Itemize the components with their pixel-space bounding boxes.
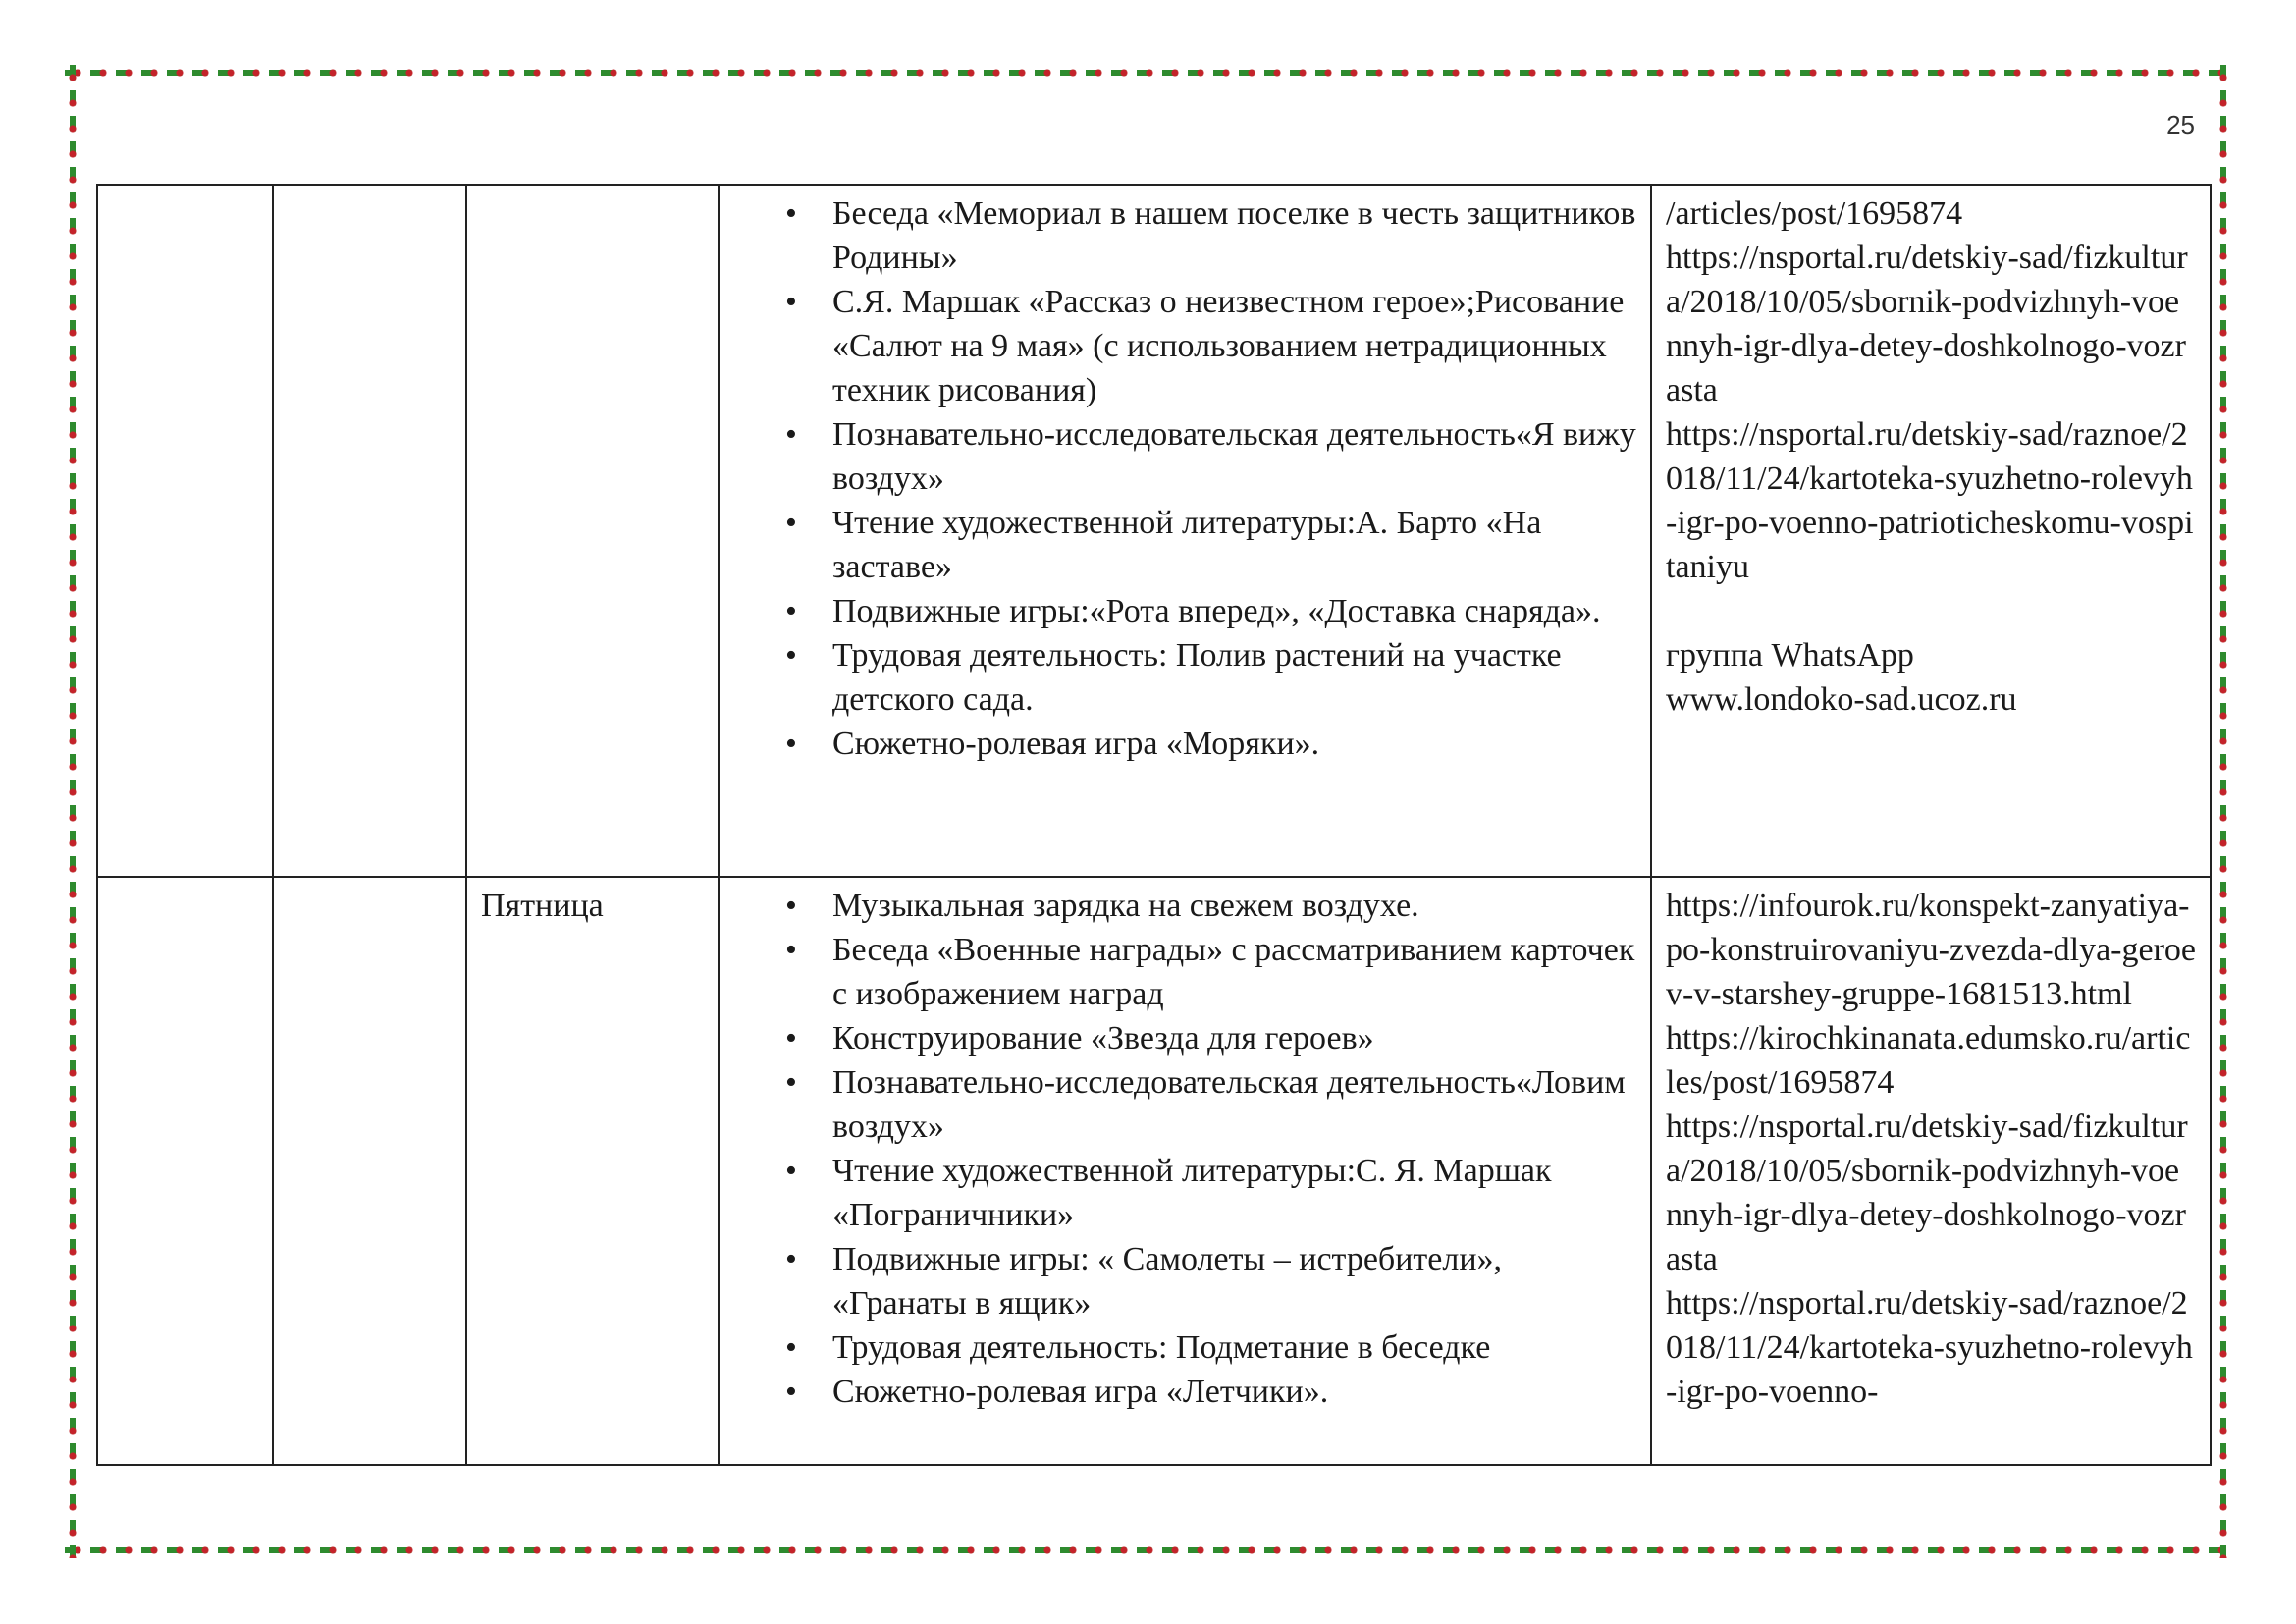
empty-cell: [97, 185, 273, 877]
list-item: • С.Я. Маршак «Рассказ о неизвестном герое»;Рисование «Салют на 9 мая» (с использованием нетрадиционных техник рисования): [832, 280, 1638, 412]
holly-border-left: [65, 65, 80, 1558]
list-item: • Трудовая деятельность: Подметание в беседке: [832, 1326, 1638, 1370]
day-cell: [466, 185, 719, 877]
resources-cell[interactable]: https://infourok.ru/konspekt-zanyatiya-po-konstruirovaniyu-zvezda-dlya-geroev-v-starshey-gruppe-1681513.html https://kirochkinanata.edumsko.ru/articles/post/1695874 https://nsportal.ru/detskiy-sad/fizkultura/2018/10/05/sbornik-podvizhnyh-voennyh-igr-dlya-detey-doshkolnogo-vozrasta https://nsportal.ru/detskiy-sad/raznoe/2018/11/24/kartoteka-syuzhetno-rolevyh-igr-po-voenno-: [1651, 877, 2211, 1465]
empty-cell: [273, 877, 466, 1465]
list-item: • Познавательно-исследовательская деятельность«Ловим воздух»: [832, 1060, 1638, 1149]
list-item: • Трудовая деятельность: Полив растений на участке детского сада.: [832, 633, 1638, 722]
empty-cell: [273, 185, 466, 877]
list-item: • Подвижные игры: « Самолеты – истребители», «Гранаты в ящик»: [832, 1237, 1638, 1326]
holly-border-top: [65, 65, 2231, 81]
list-item: • Беседа «Мемориал в нашем поселке в честь защитников Родины»: [832, 191, 1638, 280]
list-item: • Познавательно-исследовательская деятельность«Я вижу воздух»: [832, 412, 1638, 501]
empty-cell: [97, 877, 273, 1465]
list-item: • Беседа «Военные награды» с рассматриванием карточек с изображением наград: [832, 928, 1638, 1016]
list-item: • Подвижные игры:«Рота вперед», «Доставка снаряда».: [832, 589, 1638, 633]
day-cell: Пятница: [466, 877, 719, 1465]
plan-table: [96, 184, 2212, 1466]
activities-list: [720, 884, 1650, 1414]
list-item: • Конструирование «Звезда для героев»: [832, 1016, 1638, 1060]
activities-cell: [719, 185, 1651, 877]
list-item: • Чтение художественной литературы:С. Я. Маршак «Пограничники»: [832, 1149, 1638, 1237]
table-row: [97, 185, 2211, 877]
holly-border-right: [2216, 65, 2231, 1558]
list-item: • Музыкальная зарядка на свежем воздухе.: [832, 884, 1638, 928]
table-row: [97, 877, 2211, 1465]
list-item: • Сюжетно-ролевая игра «Моряки».: [832, 722, 1638, 766]
holly-border-bottom: [65, 1543, 2231, 1558]
activities-cell: [719, 877, 1651, 1465]
list-item: • Чтение художественной литературы:А. Барто «На заставе»: [832, 501, 1638, 589]
resources-cell[interactable]: /articles/post/1695874 https://nsportal.ru/detskiy-sad/fizkultura/2018/10/05/sbornik-podvizhnyh-voennyh-igr-dlya-detey-doshkolnogo-vozrasta https://nsportal.ru/detskiy-sad/raznoe/2018/11/24/kartoteka-syuzhetno-rolevyh-igr-po-voenno-patrioticheskomu-vospitaniyu группа WhatsApp www.londoko-sad.ucoz.ru: [1651, 185, 2211, 877]
list-item: • Сюжетно-ролевая игра «Летчики».: [832, 1370, 1638, 1414]
page-number: 25: [2166, 110, 2195, 139]
activities-list: [720, 191, 1650, 766]
